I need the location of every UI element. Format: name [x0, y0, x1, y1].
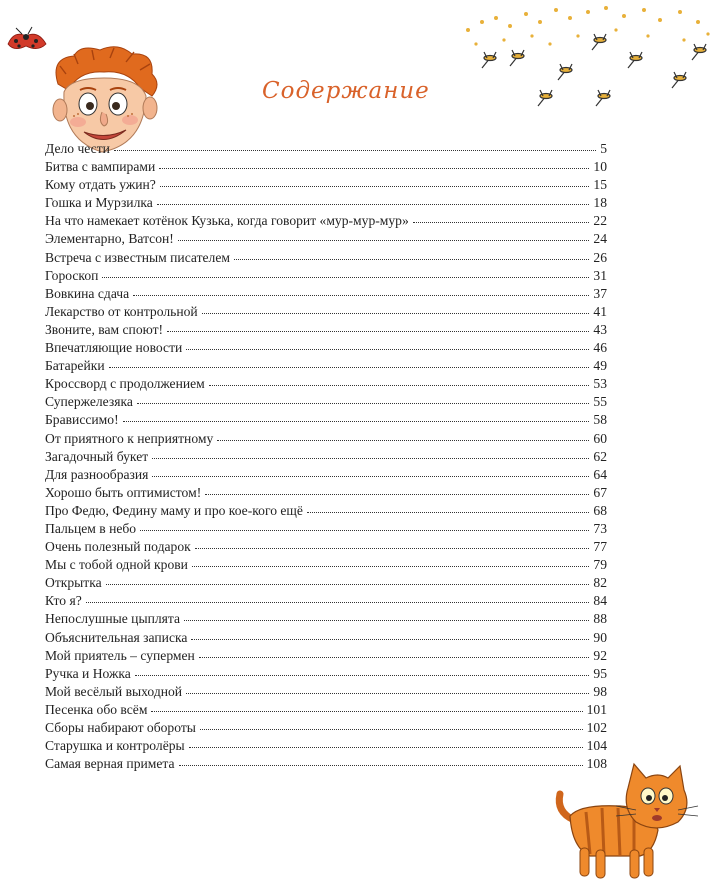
toc-entry — [45, 230, 607, 248]
toc-entry — [45, 430, 607, 448]
toc-entry-title: От приятного к неприятному — [45, 430, 214, 446]
toc-entry-page-number: 73 — [593, 520, 607, 536]
dot-leader — [140, 529, 589, 531]
toc-entry-page-number: 68 — [593, 502, 607, 518]
toc-entry-page-number: 22 — [593, 213, 607, 229]
dot-leader — [199, 656, 590, 658]
dot-leader — [191, 638, 589, 640]
mosquito-swarm-illustration — [448, 0, 720, 112]
toc-entry-page-number: 101 — [586, 701, 607, 717]
toc-entry-page-number: 5 — [600, 141, 607, 156]
dot-leader — [307, 511, 589, 513]
dot-leader — [133, 294, 589, 296]
toc-entry-title: Объяснительная записка — [45, 629, 188, 645]
dot-leader — [151, 710, 582, 712]
dot-leader — [205, 493, 589, 495]
toc-entry — [45, 574, 607, 592]
toc-entry-page-number: 53 — [593, 376, 607, 392]
toc-entry-page-number: 24 — [593, 231, 607, 247]
dot-leader — [135, 674, 590, 676]
toc-entry-title: Элементарно, Ватсон! — [45, 231, 174, 247]
toc-entry — [45, 466, 607, 484]
toc-entry-page-number: 90 — [593, 629, 607, 645]
toc-entry-page-number: 46 — [593, 340, 607, 356]
toc-entry-title: Старушка и контролёры — [45, 738, 185, 754]
toc-entry-title: Брависсимо! — [45, 412, 119, 428]
toc-entry-title: Для разнообразия — [45, 466, 149, 482]
toc-entry — [45, 502, 607, 520]
dot-leader — [413, 221, 590, 223]
toc-entry — [45, 267, 607, 285]
dot-leader — [106, 583, 590, 585]
dot-leader — [114, 149, 596, 151]
toc-entry-page-number: 62 — [593, 448, 607, 464]
toc-entry — [45, 176, 607, 194]
toc-entry-page-number: 26 — [593, 249, 607, 265]
toc-entry-title: Пальцем в небо — [45, 520, 137, 536]
toc-entry-page-number: 10 — [593, 159, 607, 175]
toc-entry-page-number: 18 — [593, 195, 607, 211]
toc-entry-title: Кроссворд с продолжением — [45, 376, 205, 392]
dot-leader — [186, 692, 589, 694]
toc-entry-page-number: 84 — [593, 593, 607, 609]
toc-entry — [45, 321, 607, 339]
toc-entry-page-number: 37 — [593, 285, 607, 301]
dot-leader — [152, 457, 589, 459]
toc-entry — [45, 737, 607, 755]
dot-leader — [137, 402, 589, 404]
toc-entry-page-number: 49 — [593, 358, 607, 374]
toc-entry-title: Вовкина сдача — [45, 285, 130, 301]
toc-entry — [45, 339, 607, 357]
toc-entry-page-number: 55 — [593, 394, 607, 410]
toc-entry — [45, 249, 607, 267]
toc-entry-page-number: 41 — [593, 303, 607, 319]
toc-entry-page-number: 104 — [586, 738, 607, 754]
ginger-cat-illustration — [550, 760, 708, 886]
toc-entry — [45, 629, 607, 647]
toc-entry-page-number: 64 — [593, 466, 607, 482]
toc-entry-title: Кому отдать ужин? — [45, 177, 156, 193]
toc-entry — [45, 665, 607, 683]
toc-entry-page-number: 108 — [586, 756, 607, 772]
toc-entry-title: Кто я? — [45, 593, 82, 609]
toc-entry-page-number: 79 — [593, 557, 607, 573]
dot-leader — [179, 764, 583, 766]
toc-entry — [45, 393, 607, 411]
toc-entry-title: На что намекает котёнок Кузька, когда говорит «мур-мур-мур» — [45, 213, 409, 229]
toc-entry — [45, 647, 607, 665]
toc-entry-title: Песенка обо всём — [45, 701, 148, 717]
toc-entry-page-number: 102 — [586, 720, 607, 735]
toc-entry — [45, 212, 607, 230]
toc-entry-title: Сборы набирают обороты — [45, 720, 196, 735]
toc-entry-title: Непослушные цыплята — [45, 611, 181, 627]
toc-entry-title: Впечатляющие новости — [45, 340, 183, 356]
toc-entry — [45, 375, 607, 393]
toc-entry-page-number: 60 — [593, 430, 607, 446]
toc-entry-page-number: 98 — [593, 683, 607, 699]
dot-leader — [184, 619, 589, 621]
toc-entry-title: Битва с вампирами — [45, 159, 156, 175]
toc-entry-title: Очень полезный подарок — [45, 539, 191, 555]
toc-entry-title: Загадочный букет — [45, 448, 149, 464]
toc-entry-title: Гошка и Мурзилка — [45, 195, 153, 211]
toc-entry-title: Открытка — [45, 575, 102, 591]
toc-entry-title: Мой приятель – супермен — [45, 647, 195, 663]
toc-entry-title: Про Федю, Федину маму и про кое-кого ещё — [45, 502, 303, 518]
toc-entry — [45, 755, 607, 773]
toc-entry-title: Лекарство от контрольной — [45, 303, 198, 319]
toc-entry-title: Хорошо быть оптимистом! — [45, 484, 202, 500]
toc-entry-title: Встреча с известным писателем — [45, 249, 230, 265]
dot-leader — [234, 258, 589, 260]
toc-entry-page-number: 88 — [593, 611, 607, 627]
dot-leader — [178, 239, 590, 241]
toc-entry — [45, 538, 607, 556]
toc-entry — [45, 701, 607, 719]
dot-leader — [192, 565, 589, 567]
toc-entry-title: Мой весёлый выходной — [45, 683, 183, 699]
toc-entry-page-number: 58 — [593, 412, 607, 428]
toc-entry — [45, 719, 607, 737]
dot-leader — [189, 746, 583, 748]
page-title: Содержание — [262, 78, 430, 104]
dot-leader — [159, 167, 589, 169]
dot-leader — [186, 348, 589, 350]
table-of-contents — [45, 140, 607, 773]
toc-entry-title: Мы с тобой одной крови — [45, 557, 188, 573]
dot-leader — [152, 475, 589, 477]
toc-entry-page-number: 92 — [593, 647, 607, 663]
dot-leader — [200, 728, 583, 730]
toc-entry-title: Дело чести — [45, 141, 110, 156]
toc-entry — [45, 285, 607, 303]
toc-entry-page-number: 31 — [593, 267, 607, 283]
toc-entry-page-number: 67 — [593, 484, 607, 500]
toc-entry-page-number: 82 — [593, 575, 607, 591]
toc-entry-title: Самая верная примета — [45, 756, 175, 772]
dot-leader — [217, 439, 589, 441]
toc-entry-title: Батарейки — [45, 358, 105, 374]
toc-entry — [45, 194, 607, 212]
dot-leader — [195, 547, 590, 549]
toc-entry-title: Звоните, вам споют! — [45, 321, 164, 337]
toc-entry-title: Гороскоп — [45, 267, 99, 283]
toc-entry — [45, 303, 607, 321]
toc-entry — [45, 448, 607, 466]
toc-entry — [45, 520, 607, 538]
toc-entry-title: Супержелезяка — [45, 394, 133, 410]
toc-entry — [45, 556, 607, 574]
toc-entry — [45, 484, 607, 502]
toc-entry-page-number: 95 — [593, 665, 607, 681]
dot-leader — [102, 276, 589, 278]
dot-leader — [209, 384, 590, 386]
dot-leader — [160, 185, 590, 187]
toc-entry-page-number: 43 — [593, 321, 607, 337]
toc-entry — [45, 158, 607, 176]
dot-leader — [123, 420, 590, 422]
toc-entry — [45, 411, 607, 429]
dot-leader — [202, 312, 590, 314]
toc-entry-title: Ручка и Ножка — [45, 665, 131, 681]
toc-entry — [45, 357, 607, 375]
toc-entry — [45, 140, 607, 158]
toc-entry — [45, 610, 607, 628]
dot-leader — [109, 366, 590, 368]
dot-leader — [157, 203, 590, 205]
toc-entry — [45, 683, 607, 701]
toc-entry — [45, 592, 607, 610]
dot-leader — [86, 601, 590, 603]
toc-entry-page-number: 15 — [593, 177, 607, 193]
dot-leader — [167, 330, 589, 332]
toc-entry-page-number: 77 — [593, 539, 607, 555]
